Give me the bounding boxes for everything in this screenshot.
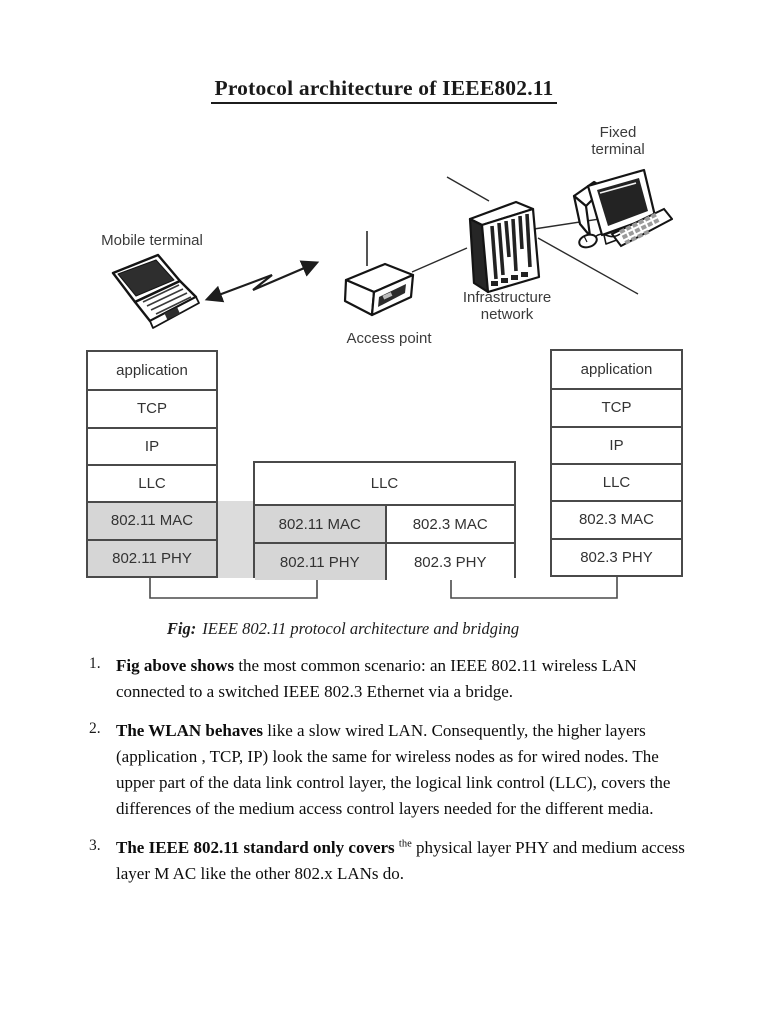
server-tower-icon bbox=[458, 195, 546, 295]
label-fixed-terminal: Fixed terminal bbox=[591, 124, 645, 158]
protocol-stack-mobile bbox=[86, 350, 218, 578]
protocol-stack-fixed bbox=[550, 349, 683, 577]
laptop-icon bbox=[103, 250, 203, 342]
figure-caption-text: IEEE 802.11 protocol architecture and bridging bbox=[202, 619, 520, 638]
list-item-number: 3. bbox=[89, 837, 101, 854]
stack-cell: 802.11 MAC bbox=[88, 501, 216, 538]
stack-cell: 802.3 MAC bbox=[552, 500, 681, 537]
list-item bbox=[89, 653, 701, 705]
stack-cell: TCP bbox=[552, 388, 681, 425]
zigzag-wireless-arrow-icon bbox=[208, 263, 316, 299]
list-item-text: The WLAN behaves like a slow wired LAN. Consequently, the higher layers (application , TCP, IP) look the same for wireless nodes as for wired nodes. The upper part of the data link control layer, the logical link control (LLC), covers the differences of the medium access control layers needed for the different media. bbox=[116, 721, 671, 818]
list-item-text: Fig above shows the most common scenario: an IEEE 802.11 wireless LAN connected to a switched IEEE 802.3 Ethernet via a bridge. bbox=[116, 656, 637, 701]
stack-cell: IP bbox=[88, 427, 216, 464]
stack-cell: 802.3 PHY bbox=[552, 538, 681, 575]
stack-cell: 802.3 MAC bbox=[385, 504, 515, 542]
stack-cell: application bbox=[88, 352, 216, 389]
label-mobile-terminal: Mobile terminal bbox=[101, 232, 203, 249]
list-item-number: 2. bbox=[89, 720, 101, 737]
page-title: Protocol architecture of IEEE802.11 bbox=[211, 76, 556, 104]
stack-cell: LLC bbox=[552, 463, 681, 500]
list-item-number: 1. bbox=[89, 655, 101, 672]
list-item bbox=[89, 718, 701, 822]
access-point-icon bbox=[338, 228, 423, 333]
page-title-row bbox=[0, 76, 768, 104]
figure-caption bbox=[30, 619, 656, 639]
stack-cell: 802.3 PHY bbox=[385, 542, 515, 580]
stack-cell: LLC bbox=[88, 464, 216, 501]
stack-cell: 802.11 PHY bbox=[255, 542, 385, 580]
label-access-point: Access point bbox=[346, 330, 432, 347]
wireless-bridge-shading bbox=[218, 501, 253, 578]
list-item bbox=[89, 835, 701, 887]
stack-cell: 802.11 MAC bbox=[255, 504, 385, 542]
protocol-stack-bridge bbox=[253, 461, 516, 578]
superscript-the: the bbox=[398, 838, 412, 850]
stack-cell: IP bbox=[552, 426, 681, 463]
stack-cell: 802.11 PHY bbox=[88, 539, 216, 576]
label-infrastructure-network: Infrastructure network bbox=[462, 289, 552, 323]
stack-cell: application bbox=[552, 351, 681, 388]
stack-cell: TCP bbox=[88, 389, 216, 426]
numbered-list bbox=[89, 653, 701, 900]
bridge-connector-lines bbox=[150, 577, 617, 598]
figure-caption-prefix: Fig: bbox=[166, 619, 197, 638]
desktop-computer-icon bbox=[558, 158, 673, 263]
list-item-text: The IEEE 802.11 standard only covers $^{the}$ physical layer PHY and medium access layer M AC like the other 802.x LANs do. bbox=[116, 838, 685, 883]
stack-cell: LLC bbox=[255, 463, 514, 504]
